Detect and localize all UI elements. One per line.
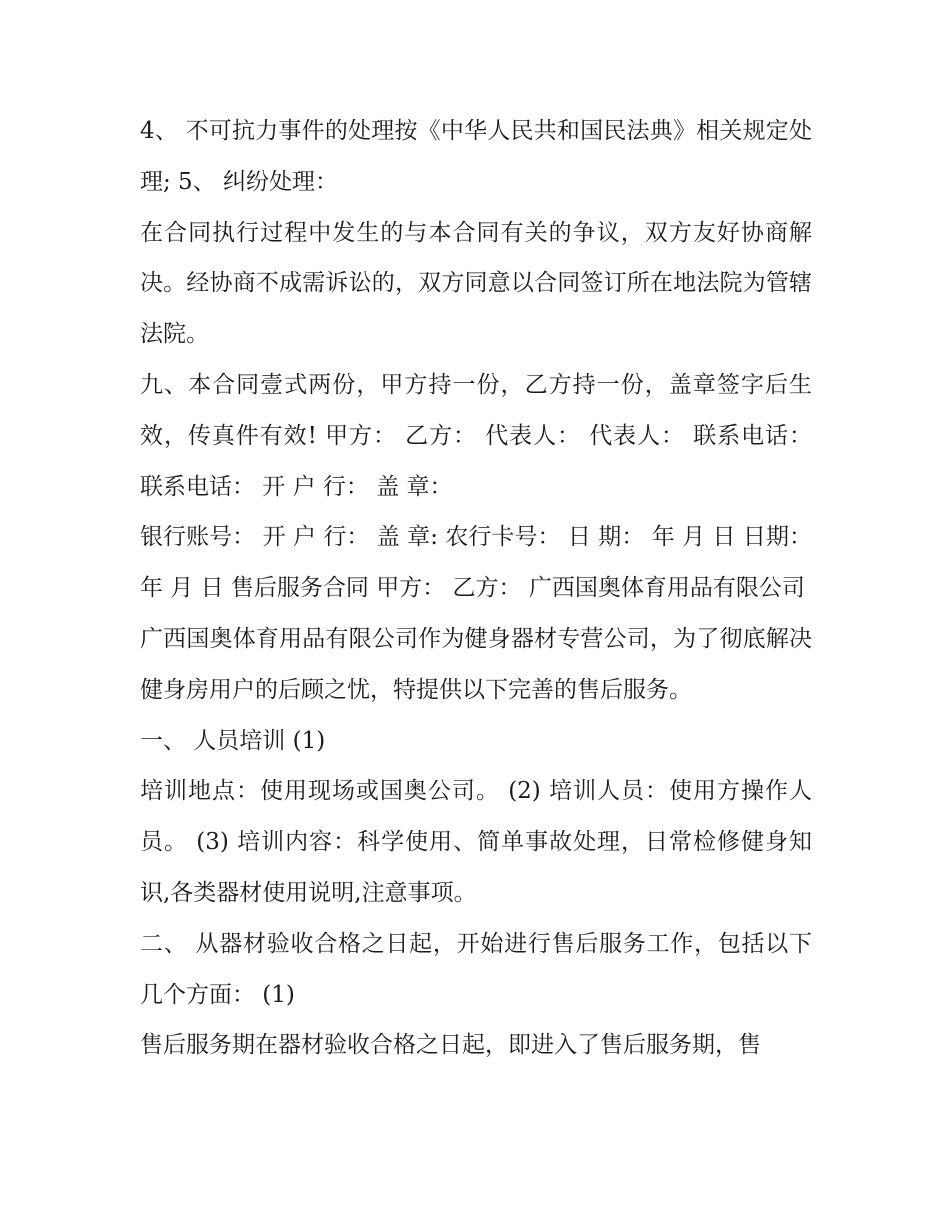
paragraph-contract-copies: 九、本合同壹式两份，甲方持一份，乙方持一份，盖章签字后生效，传真件有效! 甲方： 乙方： 代表人： 代表人： 联系电话： 联系电话： 开 户 行： 盖 章： (140, 371, 812, 500)
paragraph-training-details: 培训地点：使用现场或国奥公司。 (2) 培训人员：使用方操作人员。 (3) 培训内容：科学使用、简单事故处理，日常检修健身知识,各类器材使用说明,注意事项。 (140, 778, 812, 906)
section-heading-training: 一、 人员培训 (1) (140, 727, 326, 754)
paragraph-dispute-resolution: 在合同执行过程中发生的与本合同有关的争议，双方友好协商解决。经协商不成需诉讼的，双方同意以合同签订所在地法院为管辖法院。 (140, 219, 812, 348)
paragraph-company-intro: 广西国奥体育用品有限公司作为健身器材专营公司，为了彻底解决健身房用户的后顾之忧，特提供以下完善的售后服务。 (140, 625, 812, 703)
paragraph-force-majeure: 4、 不可抗力事件的处理按《中华人民共和国民法典》相关规定处理; 5、 纠纷处理： (140, 118, 812, 195)
section-heading-after-sales: 二、 从器材验收合格之日起，开始进行售后服务工作，包括以下几个方面： (1) (140, 930, 812, 1008)
paragraph-after-sales-period: 售后服务期在器材验收合格之日起，即进入了售后服务期，售 (140, 1032, 761, 1059)
paragraph-bank-and-parties: 银行账号： 开 户 行： 盖 章: 农行卡号： 日 期： 年 月 日 日期： 年 月 日 售后服务合同 甲方： 乙方： 广西国奥体育用品有限公司 (140, 524, 812, 602)
document-body (140, 106, 812, 1071)
